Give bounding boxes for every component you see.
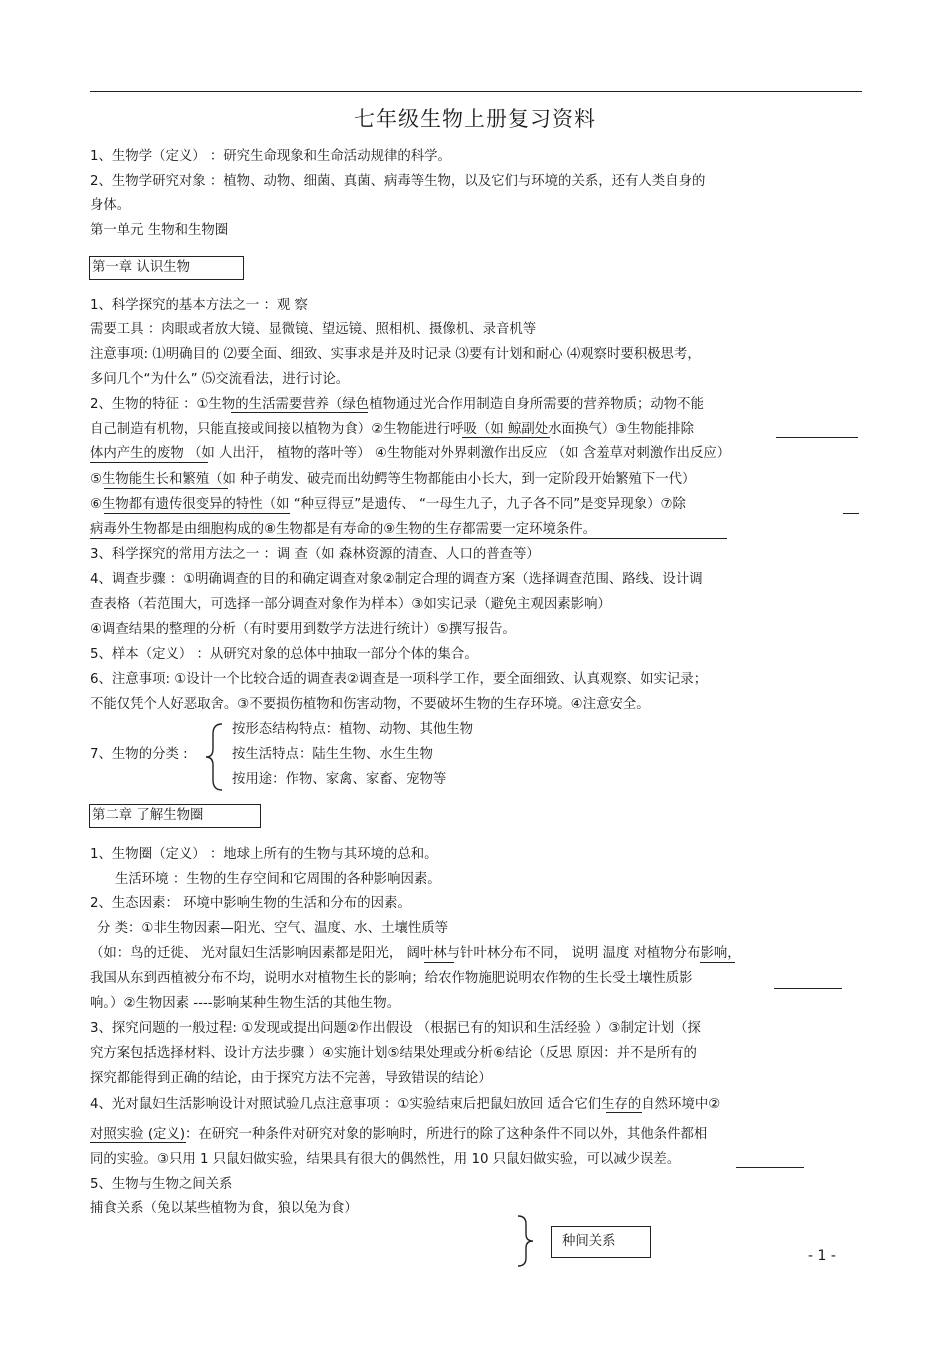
underline: [736, 1167, 804, 1168]
text-line: ⑤生物能生长和繁殖（如 种子萌发、破壳而出幼鳄等生物都能由小长大，到一定阶段开始繁殖下一代）: [90, 472, 696, 487]
header-rule: [90, 91, 862, 92]
chapter-1-heading: 第一章 认识生物: [89, 256, 244, 280]
underline: [104, 488, 228, 489]
text-line: 2、生物的特征 ：①生物的生活需要营养（绿色植物通过光合作用制造自身所需要的营养物质；动物不能: [90, 397, 704, 412]
unit-heading: 第一单元 生物和生物圈: [90, 223, 229, 238]
text-line: 捕食关系（兔以某些植物为食，狼以兔为食）: [90, 1201, 358, 1216]
text-line: 5、生物与生物之间关系: [90, 1177, 233, 1192]
text-line: 生活环境 ：生物的生存空间和它周围的各种影响因素。: [115, 872, 441, 887]
underline: [231, 412, 368, 413]
text-line: 2、生物学研究对象 ：植物、动物、细菌、真菌、病毒等生物，以及它们与环境的关系，还有人类自身的: [90, 174, 706, 189]
classification-label: 7、生物的分类 :: [90, 747, 188, 762]
chapter-2-heading: 第二章 了解生物圈: [89, 804, 261, 828]
classification-item: 按形态结构特点：植物、动物、其他生物: [232, 722, 474, 737]
text-line: 自己制造有机物，只能直接或间接以植物为食）②生物能进行呼吸（如 鲸副处水面换气）③生物能排除: [90, 422, 695, 437]
underline: [90, 1142, 186, 1143]
left-brace-icon: [204, 722, 226, 792]
text-line: 病毒外生物都是由细胞构成的⑧生物都是有寿命的⑨生物的生存都需要一定环境条件。: [90, 522, 597, 537]
underline: [606, 1112, 642, 1113]
relation-box: 种间关系: [551, 1226, 651, 1258]
text-line: 3、科学探究的常用方法之一 ：调 查（如 森林资源的清查、人口的普查等）: [90, 547, 540, 562]
right-brace-icon: [514, 1214, 536, 1268]
text-line: 注意事项: ⑴明确目的 ⑵要全面、细致、实事求是并及时记录 ⑶要有计划和耐心 ⑷观察时要积极思考，: [90, 347, 701, 362]
page-number: - 1 -: [808, 1248, 836, 1264]
underline: [700, 962, 735, 963]
text-line: ④调查结果的整理的分析（有时要用到数学方法进行统计）⑤撰写报告。: [90, 622, 516, 637]
text-line: 1、生物圈（定义） ：地球上所有的生物与其环境的总和。: [90, 847, 438, 862]
underline: [90, 462, 208, 463]
text-line: 同的实验。③只用 1 只鼠妇做实验，结果具有很大的偶然性，用 10 只鼠妇做实验，可以减少误差。: [90, 1152, 681, 1167]
text-line: 不能仅凭个人好恶取舍。③不要损伤植物和伤害动物，不要破坏生物的生存环境。④注意安全。: [90, 697, 650, 712]
text-line: 多问几个“为什么” ⑸交流看法，进行讨论。: [90, 372, 350, 387]
underline: [462, 437, 550, 438]
document-title: 七年级生物上册复习资料: [354, 107, 596, 131]
text-line: 体内产生的废物 （如 人出汗， 植物的落叶等） ④生物能对外界刺激作出反应 （如 含羞草对刺激作出反应）: [90, 446, 731, 461]
text-line: ⑥生物都有遗传很变异的特性（如 “种豆得豆”是遗传、 “一母生九子，九子各不同”是变异现象）⑦除: [90, 497, 686, 512]
text-line: （如：鸟的迁徙、 光对鼠妇生活影响因素都是阳光， 阔叶林与针叶林分布不同， 说明 温度 对植物分布影响，: [90, 946, 741, 961]
text-line: 查表格（若范围大，可选择一部分调查对象作为样本）③如实记录（避免主观因素影响）: [90, 597, 611, 612]
text-line: 我国从东到西植被分布不均，说明水对植物生长的影响；给农作物施肥说明农作物的生长受土壤性质影: [90, 971, 693, 986]
text-line: 5、样本（定义） ：从研究对象的总体中抽取一部分个体的集合。: [90, 647, 478, 662]
text-line: 2、生态因素： 环境中影响生物的生活和分布的因素。: [90, 896, 411, 911]
text-line: 需要工具 ：肉眼或者放大镜、显微镜、望远镜、照相机、摄像机、录音机等: [90, 322, 537, 337]
text-line: 3、探究问题的一般过程: ①发现或提出问题②作出假设 （根据已有的知识和生活经验 ）③制定计划（探: [90, 1021, 701, 1036]
classification-item: 按生活特点：陆生生物、水生生物: [232, 747, 433, 762]
text-line: 1、生物学（定义） ：研究生命现象和生命活动规律的科学。: [90, 149, 451, 164]
underline: [843, 513, 859, 514]
underline: [776, 437, 858, 438]
underline: [104, 513, 290, 514]
text-line: 4、调查步骤 ：①明确调查的目的和确定调查对象②制定合理的调查方案（选择调查范围、路线、设计调: [90, 572, 703, 587]
text-line: 身体。: [90, 198, 131, 213]
underline: [774, 988, 842, 989]
text-line: 分 类：①非生物因素—阳光、空气、温度、水、土壤性质等: [97, 921, 449, 936]
classification-item: 按用途：作物、家禽、家畜、宠物等: [232, 772, 447, 787]
underline: [90, 538, 727, 539]
text-line: 究方案包括选择材料、设计方法步骤 ）④实施计划⑤结果处理或分析⑥结论（反思 原因：并不是所有的: [90, 1046, 697, 1061]
text-line: 响。）②生物因素 ----影响某种生物生活的其他生物。: [90, 996, 401, 1011]
text-line: 探究都能得到正确的结论，由于探究方法不完善，导致错误的结论）: [90, 1071, 492, 1086]
text-line: 对照实验 (定义)：在研究一种条件对研究对象的影响时，所进行的除了这种条件不同以外，其他条件都相: [90, 1127, 708, 1142]
text-line: 4、光对鼠妇生活影响设计对照试验几点注意事项 ：①实验结束后把鼠妇放回 适合它们生存的自然环境中②: [90, 1097, 721, 1112]
text-line: 1、科学探究的基本方法之一 ：观 察: [90, 298, 308, 313]
underline: [424, 962, 454, 963]
text-line: 6、注意事项: ①设计一个比较合适的调查表②调查是一项科学工作，要全面细致、认真观察、如实记录；: [90, 672, 708, 687]
